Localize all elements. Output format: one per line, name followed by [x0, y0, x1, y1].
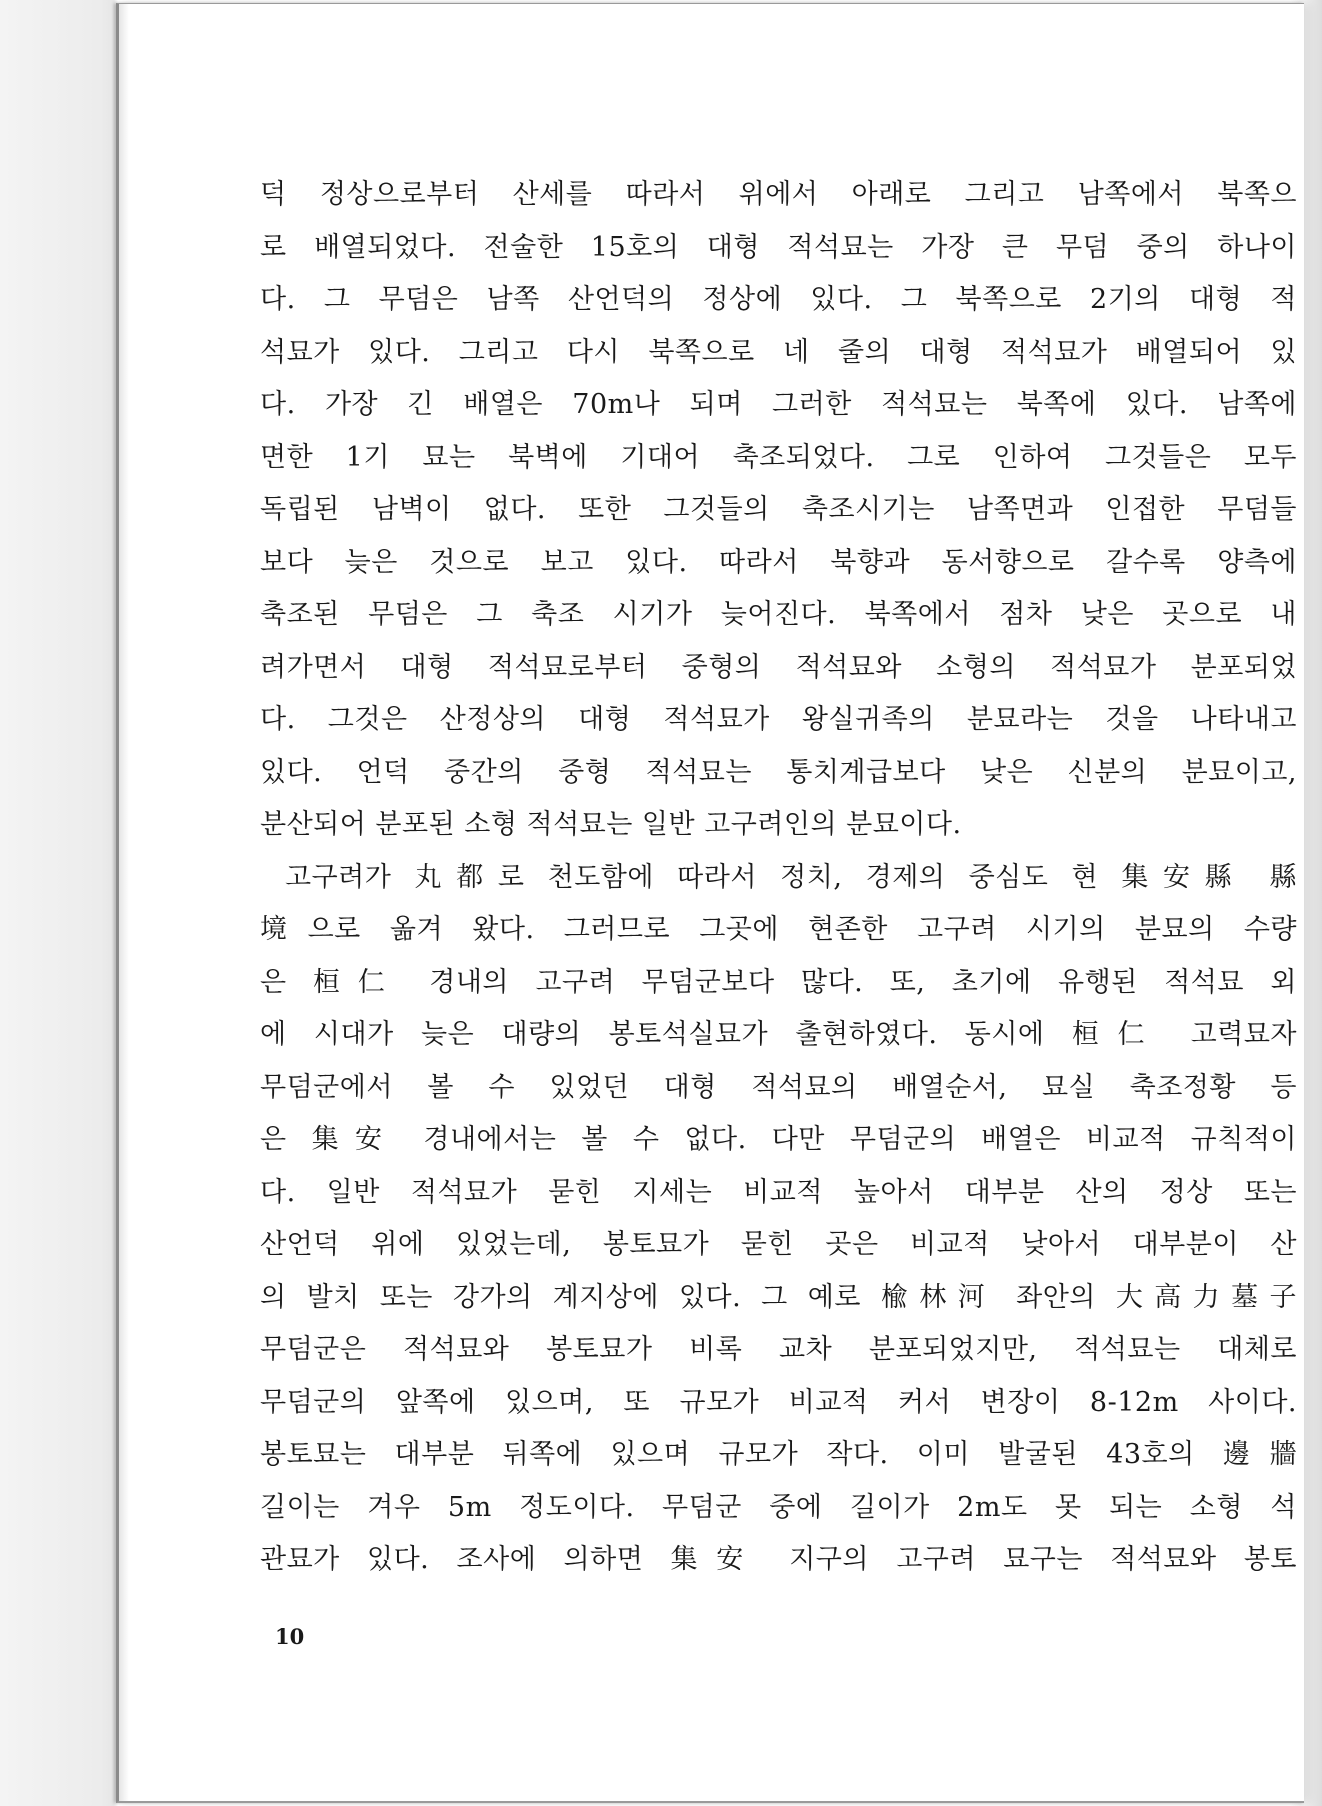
paragraph-2: [260, 852, 1297, 1587]
text-line: 다. 가장 긴 배열은 70m나 되며 그러한 적석묘는 북쪽에 있다. 남쪽에: [260, 389, 1297, 420]
text-line: 무덤군은 적석묘와 봉토묘가 비록 교차 분포되었지만, 적석묘는 대체로: [260, 1334, 1297, 1365]
text-line: 산언덕 위에 있었는데, 봉토묘가 묻힌 곳은 비교적 낮아서 대부분이 산: [260, 1229, 1297, 1260]
text-line: 다. 그 무덤은 남쪽 산언덕의 정상에 있다. 그 북쪽으로 2기의 대형 적: [260, 284, 1297, 315]
text-line: 고구려가 丸都로 천도함에 따라서 정치, 경제의 중심도 현 集安縣 縣: [285, 861, 1297, 893]
paragraph-1: [260, 169, 1297, 852]
text-line: 보다 늦은 것으로 보고 있다. 따라서 북향과 동서향으로 갈수록 양측에: [260, 546, 1297, 578]
text-line: 관묘가 있다. 조사에 의하면 集安 지구의 고구려 묘구는 적석묘와 봉토: [260, 1544, 1297, 1575]
text-line: 다. 일반 적석묘가 묻힌 지세는 비교적 높아서 대부분 산의 정상 또는: [260, 1176, 1297, 1208]
body-text: [260, 169, 1297, 1587]
text-line: 려가면서 대형 적석묘로부터 중형의 적석묘와 소형의 적석묘가 분포되었: [260, 651, 1297, 683]
text-line: 석묘가 있다. 그리고 다시 북쪽으로 네 줄의 대형 적석묘가 배열되어 있: [260, 336, 1297, 368]
text-line: 로 배열되었다. 전술한 15호의 대형 적석묘는 가장 큰 무덤 중의 하나이: [260, 231, 1297, 263]
text-line: 길이는 겨우 5m 정도이다. 무덤군 중에 길이가 2m도 못 되는 소형 석: [260, 1491, 1297, 1523]
page-number: 10: [275, 1624, 305, 1649]
text-line: 면한 1기 묘는 북벽에 기대어 축조되었다. 그로 인하여 그것들은 모두: [260, 441, 1297, 473]
text-line: 다. 그것은 산정상의 대형 적석묘가 왕실귀족의 분묘라는 것을 나타내고: [260, 704, 1297, 735]
text-line: 은 集安 경내에서는 볼 수 없다. 다만 무덤군의 배열은 비교적 규칙적이: [260, 1124, 1297, 1155]
text-line: 독립된 남벽이 없다. 또한 그것들의 축조시기는 남쪽면과 인접한 무덤들: [260, 494, 1297, 525]
text-line: 있다. 언덕 중간의 중형 적석묘는 통치계급보다 낮은 신분의 분묘이고,: [260, 756, 1297, 788]
text-line: 무덤군에서 볼 수 있었던 대형 적석묘의 배열순서, 묘실 축조정황 등: [260, 1071, 1297, 1103]
text-line: 은 桓仁 경내의 고구려 무덤군보다 많다. 또, 초기에 유행된 적석묘 외: [260, 966, 1297, 998]
text-line: 에 시대가 늦은 대량의 봉토석실묘가 출현하였다. 동시에 桓仁 고력묘자: [260, 1019, 1297, 1050]
book-page: [116, 3, 1304, 1803]
text-line: 봉토묘는 대부분 뒤쪽에 있으며 규모가 작다. 이미 발굴된 43호의 邊牆: [260, 1439, 1297, 1470]
text-line: 境으로 옮겨 왔다. 그러므로 그곳에 현존한 고구려 시기의 분묘의 수량: [260, 914, 1297, 945]
text-line: 분산되어 분포된 소형 적석묘는 일반 고구려인의 분묘이다.: [260, 809, 962, 840]
text-line: 축조된 무덤은 그 축조 시기가 늦어진다. 북쪽에서 점차 낮은 곳으로 내: [260, 599, 1297, 630]
text-line: 무덤군의 앞쪽에 있으며, 또 규모가 비교적 커서 변장이 8-12m 사이다.: [260, 1386, 1297, 1418]
text-line: 덕 정상으로부터 산세를 따라서 위에서 아래로 그리고 남쪽에서 북쪽으: [260, 179, 1297, 210]
text-line: 의 발치 또는 강가의 계지상에 있다. 그 예로 楡林河 좌안의 大高力墓子: [260, 1281, 1297, 1313]
page-gutter-shadow: [119, 4, 129, 1801]
